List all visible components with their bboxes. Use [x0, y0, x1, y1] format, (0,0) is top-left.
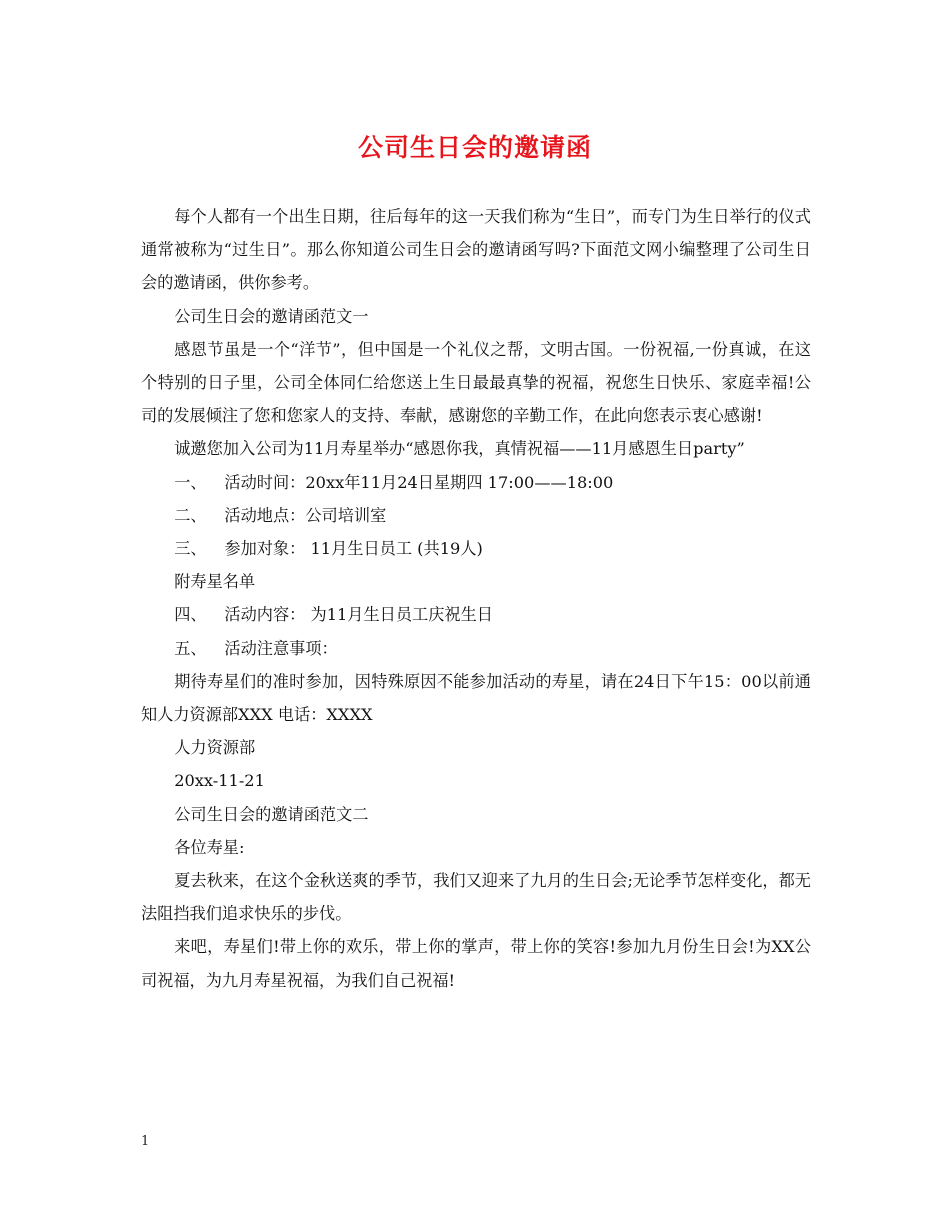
sample1-paragraph-3: 期待寿星们的准时参加，因特殊原因不能参加活动的寿星，请在24日下午15：00以前通知人力资源部XXX 电话：XXXX — [141, 671, 811, 725]
attach-list-line: 附寿星名单 — [174, 572, 256, 592]
sample2-heading: 公司生日会的邀请函范文二 — [174, 804, 369, 824]
list-item-number: 四、 — [174, 605, 207, 625]
list-item-number: 五、 — [174, 638, 207, 658]
page-number: 1 — [141, 1134, 150, 1149]
list-item-text: 活动注意事项： — [224, 638, 338, 658]
list-item — [141, 499, 811, 532]
page-title: 公司生日会的邀请函 — [357, 133, 592, 162]
list-item-text: 活动时间：20xx年11月24日星期四 17:00——18:00 — [224, 472, 614, 492]
intro-paragraph: 每个人都有一个出生日期，往后每年的这一天我们称为“生日”，而专门为生日举行的仪式通常被称为“过生日”。那么你知道公司生日会的邀请函写吗?下面范文网小编整理了公司生日会的邀请函，供你参考。 — [141, 207, 811, 293]
sample1-heading: 公司生日会的邀请函范文一 — [174, 306, 369, 326]
sample1-paragraph-2: 诚邀您加入公司为11月寿星举办“感恩你我，真情祝福——11月感恩生日party” — [174, 439, 745, 459]
list-item — [141, 532, 811, 565]
sample2-greeting: 各位寿星: — [174, 837, 245, 857]
list-item-number: 二、 — [174, 505, 207, 525]
signature-date: 20xx-11-21 — [174, 771, 265, 791]
list-item-number: 一、 — [174, 472, 207, 492]
list-item — [141, 632, 811, 665]
document-body — [141, 200, 811, 997]
sample2-paragraph-2: 来吧，寿星们!带上你的欢乐，带上你的掌声，带上你的笑容!参加九月份生日会!为XX公司祝福，为九月寿星祝福，为我们自己祝福! — [141, 937, 811, 990]
list-item — [141, 598, 811, 631]
list-item-text: 活动地点：公司培训室 — [224, 505, 387, 525]
sample1-paragraph-1: 感恩节虽是一个“洋节”，但中国是一个礼仪之帮，文明古国。一份祝福,一份真诚，在这个特别的日子里，公司全体同仁给您送上生日最最真挚的祝福，祝您生日快乐、家庭幸福!公司的发展倾注了您和您家人的支持、奉献，感谢您的辛勤工作，在此向您表示衷心感谢! — [141, 339, 811, 426]
signature-department: 人力资源部 — [174, 738, 256, 758]
sample2-paragraph-1: 夏去秋来，在这个金秋送爽的季节，我们又迎来了九月的生日会;无论季节怎样变化，都无法阻挡我们追求快乐的步伐。 — [141, 871, 811, 924]
list-item-number: 三、 — [174, 539, 207, 559]
list-item-text: 活动内容： 为11月生日员工庆祝生日 — [224, 605, 493, 625]
list-item — [141, 466, 811, 499]
list-item-text: 参加对象： 11月生日员工 (共19人) — [224, 539, 483, 559]
